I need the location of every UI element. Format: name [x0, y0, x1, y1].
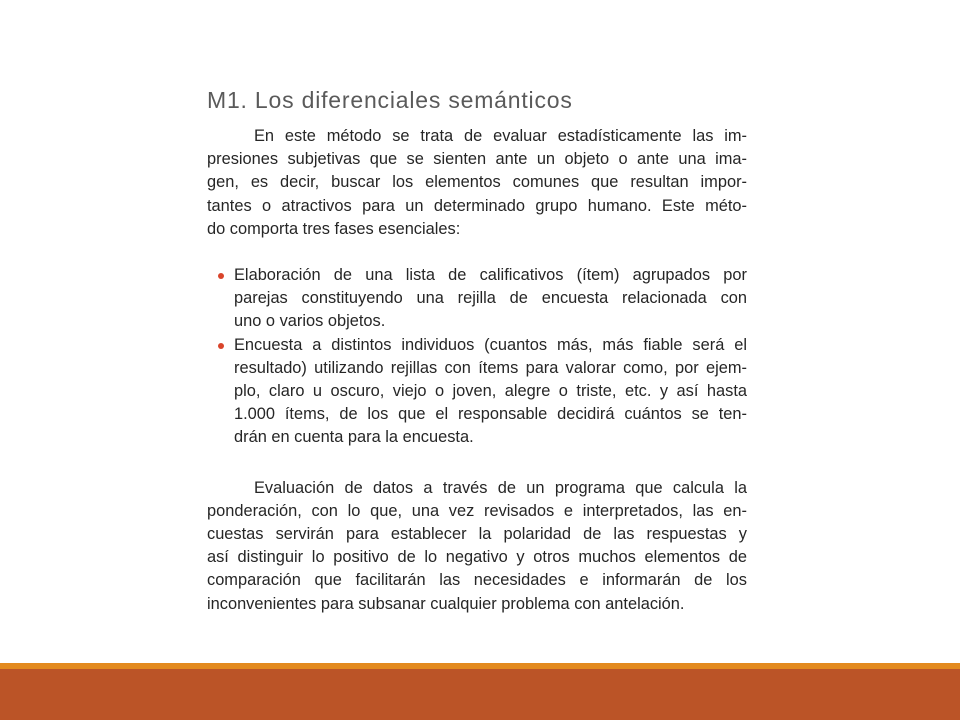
bullet-dot-icon: [218, 273, 224, 279]
intro-line: tantes o atractivos para un determinado grupo humano. Este méto-: [207, 196, 747, 215]
closing-line: cuestas servirán para establecer la polaridad de las respuestas y: [207, 525, 747, 544]
closing-line: ponderación, con lo que, una vez revisados e interpretados, las en-: [207, 501, 747, 520]
footer-band: [0, 669, 960, 720]
list-item-line: 1.000 ítems, de los que el responsable decidirá cuántos se ten-: [234, 405, 747, 424]
list-item-line: Elaboración de una lista de calificativos (ítem) agrupados por: [234, 266, 747, 285]
intro-paragraph: [207, 125, 747, 241]
intro-line: presiones subjetivas que se sienten ante un objeto o ante una ima-: [207, 150, 747, 169]
list-item-line: parejas constituyendo una rejilla de encuesta relacionada con: [234, 289, 747, 308]
list-item-line: resultado) utilizando rejillas con ítems para valorar como, por ejem-: [234, 358, 747, 377]
list-item-line: plo, claro u oscuro, viejo o joven, alegre o triste, etc. y así hasta: [234, 382, 747, 401]
document-excerpt: [207, 84, 747, 616]
list-item: [207, 334, 747, 450]
intro-line: gen, es decir, buscar los elementos comunes que resultan impor-: [207, 173, 747, 192]
closing-line: así distinguir lo positivo de lo negativo y otros muchos elementos de: [207, 548, 747, 567]
closing-line: comparación que facilitarán las necesidades e informarán de los: [207, 571, 747, 590]
closing-paragraph: [207, 477, 747, 616]
list-item-line: uno o varios objetos.: [234, 312, 386, 331]
list-item: [207, 264, 747, 334]
intro-line: do comporta tres fases esenciales:: [207, 219, 461, 238]
closing-line: Evaluación de datos a través de un programa que calcula la: [254, 478, 747, 497]
phases-list: [207, 264, 747, 450]
list-item-line: drán en cuenta para la encuesta.: [234, 428, 474, 447]
bullet-dot-icon: [218, 343, 224, 349]
closing-line: inconvenientes para subsanar cualquier problema con antelación.: [207, 594, 685, 613]
section-title: M1. Los diferenciales semánticos: [207, 87, 573, 113]
intro-line: En este método se trata de evaluar estadísticamente las im-: [254, 127, 747, 145]
list-item-line: Encuesta a distintos individuos (cuantos más, más fiable será el: [234, 335, 747, 354]
